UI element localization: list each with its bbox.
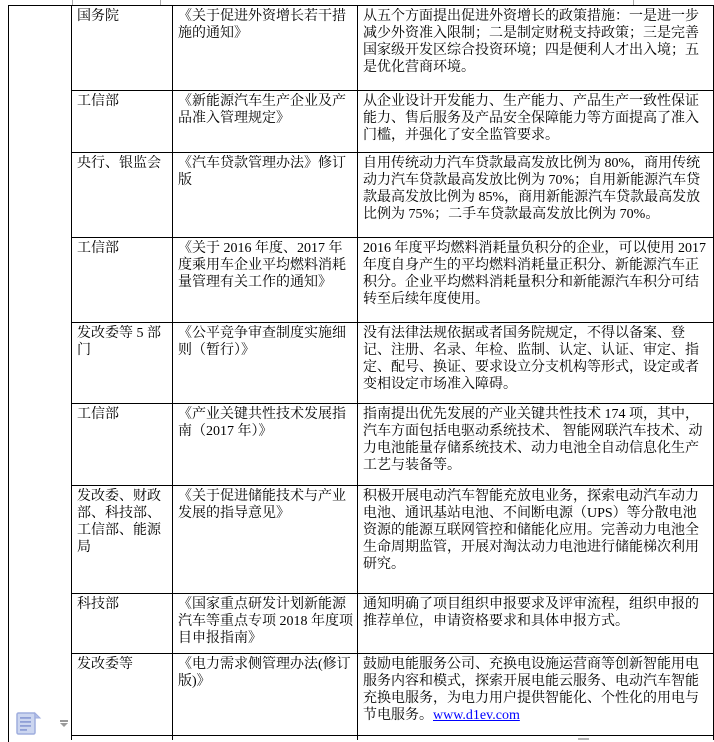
cropped-cell bbox=[72, 736, 173, 741]
d1ev-link[interactable]: www.d1ev.com bbox=[433, 708, 520, 723]
agency-text: 工信部 bbox=[77, 407, 119, 422]
summary-text: 没有法律法规依据或者国务院规定，不得以备案、登记、注册、名录、年检、监制、认定、认证、审定、指定、配号、换证、要求设立分支机构等形式，设定或者变相设定市场准入障碍。 bbox=[363, 326, 699, 392]
summary-cell bbox=[358, 153, 714, 238]
policy-title-text: 《新能源汽车生产企业及产品准入管理规定》 bbox=[178, 94, 346, 126]
agency-cell bbox=[72, 6, 173, 91]
table-row bbox=[72, 594, 714, 654]
policy-cell bbox=[173, 153, 358, 238]
summary-text: 2016 年度平均燃料消耗量负积分的企业，可以使用 2017 年度自身产生的平均燃料消耗量正积分、新能源汽车正积分。企业平均燃料消耗量积分和新能源汽车积分可结转至后续年度使用。 bbox=[363, 241, 706, 307]
table-row bbox=[72, 654, 714, 736]
agency-cell bbox=[72, 91, 173, 153]
policy-title-text: 《汽车贷款管理办法》修订版 bbox=[178, 156, 346, 188]
policy-title-text: 《公平竞争审查制度实施细则（暂行）》 bbox=[178, 326, 346, 358]
summary-cell bbox=[358, 404, 714, 486]
summary-cell bbox=[358, 6, 714, 91]
agency-cell bbox=[72, 238, 173, 323]
empty-merged-left-cell bbox=[8, 5, 72, 742]
policy-title-text: 《关于促进储能技术与产业发展的指导意见》 bbox=[178, 489, 346, 521]
agency-cell bbox=[72, 404, 173, 486]
summary-cell bbox=[358, 323, 714, 404]
summary-text: 从企业设计开发能力、生产能力、产品生产一致性保证能力、售后服务及产品安全保障能力等方面提高了准入门槛，并强化了安全监管要求。 bbox=[363, 94, 699, 143]
table-row bbox=[72, 91, 714, 153]
agency-text: 发改委等 5 部门 bbox=[77, 326, 161, 358]
summary-text: 通知明确了项目组织申报要求及评审流程，组织申报的推荐单位，申请资格要求和具体申报方式。 bbox=[363, 597, 699, 629]
agency-cell bbox=[72, 323, 173, 404]
agency-cell bbox=[72, 486, 173, 594]
agency-text: 科技部 bbox=[77, 597, 119, 612]
summary-text: 指南提出优先发展的产业关键共性技术 174 项，其中，汽车方面包括电驱动系统技术、 智能网联汽车技术、动力电池能量存储系统技术、动力电池全自动信息化生产工艺与装备等。 bbox=[363, 407, 703, 473]
summary-cell bbox=[358, 238, 714, 323]
policy-cell bbox=[173, 654, 358, 736]
policy-table bbox=[71, 5, 714, 740]
table-row bbox=[72, 486, 714, 594]
agency-text: 工信部 bbox=[77, 241, 119, 256]
policy-title-text: 《关于 2016 年度、2017 年度乘用车企业平均燃料消耗量管理有关工作的通知》 bbox=[178, 241, 346, 290]
summary-cell bbox=[358, 594, 714, 654]
table-row bbox=[72, 153, 714, 238]
agency-text: 央行、银监会 bbox=[77, 156, 161, 171]
summary-text: 鼓励电能服务公司、充换电设施运营商等创新智能用电服务内容和模式，探索开展电能云服务、电动汽车智能充换电服务，为电力用户提供智能化、个性化的用电与节电服务。 bbox=[363, 657, 699, 723]
agency-text: 发改委等 bbox=[77, 657, 133, 672]
agency-cell bbox=[72, 153, 173, 238]
table-row bbox=[72, 404, 714, 486]
paste-options-button[interactable] bbox=[14, 711, 72, 737]
policy-cell bbox=[173, 323, 358, 404]
cropped-next-row bbox=[72, 736, 714, 741]
agency-text: 工信部 bbox=[77, 94, 119, 109]
policy-title-text: 《国家重点研发计划新能源汽车等重点专项 2018 年度项目申报指南》 bbox=[178, 597, 353, 646]
table-row bbox=[72, 6, 714, 91]
summary-text-with-link bbox=[363, 656, 709, 735]
summary-cell bbox=[358, 654, 714, 736]
policy-title-text: 《产业关键共性技术发展指南（2017 年）》 bbox=[178, 407, 346, 439]
policy-title-text: 《电力需求侧管理办法(修订版)》 bbox=[178, 657, 351, 689]
cropped-cell bbox=[358, 736, 714, 741]
table-row bbox=[72, 323, 714, 404]
agency-cell bbox=[72, 654, 173, 736]
summary-text: 从五个方面提出促进外资增长的政策措施：一是进一步减少外资准入限制；二是制定财税支持政策；三是完善国家级开发区综合投资环境；四是便利人才出入境；五是优化营商环境。 bbox=[363, 9, 699, 75]
cropped-content-mark bbox=[578, 738, 589, 740]
summary-cell bbox=[358, 486, 714, 594]
policy-cell bbox=[173, 6, 358, 91]
summary-text: 积极开展电动汽车智能充放电业务，探索电动汽车动力电池、通讯基站电池、不间断电源（UPS）等分散电池资源的能源互联网管控和储能化应用。完善动力电池全生命周期监管，开展对淘汰动力电池进行储能梯次利用研究。 bbox=[363, 489, 699, 572]
policy-cell bbox=[173, 238, 358, 323]
summary-text: 自用传统动力汽车贷款最高发放比例为 80%，商用传统动力汽车贷款最高发放比例为 70%；自用新能源汽车贷款最高发放比例为 85%，商用新能源汽车贷款最高发放比例为 75%；二手车贷款最高发放比例为 70%。 bbox=[363, 156, 701, 222]
summary-cell bbox=[358, 91, 714, 153]
agency-text: 国务院 bbox=[77, 9, 119, 24]
policy-cell bbox=[173, 404, 358, 486]
cropped-cell bbox=[173, 736, 358, 741]
policy-cell bbox=[173, 594, 358, 654]
table-row bbox=[72, 238, 714, 323]
policy-cell bbox=[173, 91, 358, 153]
chevron-down-icon[interactable] bbox=[58, 720, 70, 728]
agency-cell bbox=[72, 594, 173, 654]
policy-cell bbox=[173, 486, 358, 594]
agency-text: 发改委、财政部、科技部、工信部、能源局 bbox=[77, 489, 161, 555]
paste-options-clipboard-icon bbox=[14, 711, 44, 737]
policy-title-text: 《关于促进外资增长若干措施的通知》 bbox=[178, 9, 346, 41]
